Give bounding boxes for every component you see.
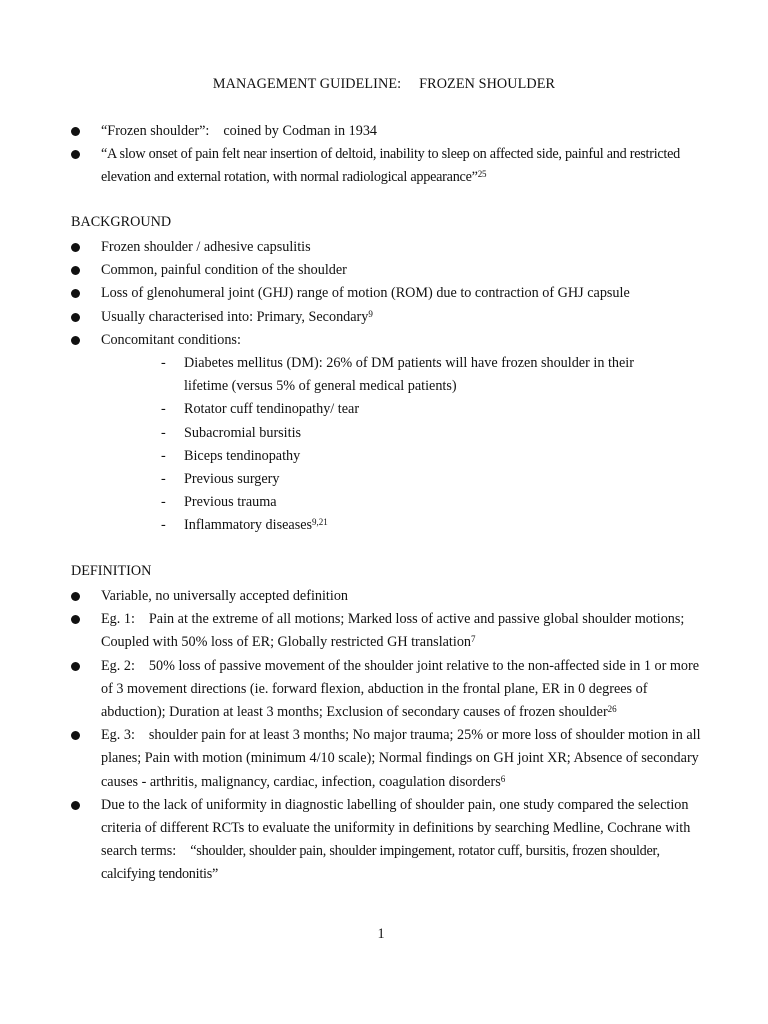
list-item — [71, 259, 711, 282]
list-item — [71, 608, 711, 654]
bullet-icon — [71, 243, 80, 252]
list-item-text: 50% loss of passive movement of the shoulder joint relative to the non-affected side in 1 or more of 3 movement directions (ie. forward flexion, abduction in the frontal plane, ER in 0 degrees of abduction); Duration at least 3 months; Exclusion of secondary causes of frozen shoulder — [101, 657, 700, 721]
list-item — [71, 120, 711, 143]
bullet-icon — [71, 662, 80, 671]
list-item-text: Pain at the extreme of all motions; Marked loss of active and passive global shoulder motions; Coupled with 50% loss of ER; Globally restricted GH translation — [101, 611, 685, 651]
sub-item-text: Rotator cuff tendinopathy/ tear — [184, 401, 360, 418]
bullet-icon — [71, 289, 80, 298]
list-item — [71, 282, 711, 305]
list-item-text: Due to the lack of uniformity in diagnostic labelling of shoulder pain, one study compared the selection criteria of different RCTs to evaluate the uniformity in definitions by searching Medline, Cochrane with search terms: — [101, 796, 691, 860]
sub-item-text: Subacromial bursitis — [184, 424, 302, 441]
bullet-icon — [71, 313, 80, 322]
example-label: Eg. 3: — [101, 727, 135, 744]
intro-text: coined by Codman in 1934 — [223, 123, 378, 139]
dash-marker: - — [161, 355, 166, 372]
sub-list-item — [71, 398, 711, 421]
list-item — [71, 306, 711, 329]
dash-marker: - — [161, 471, 166, 488]
reference-number: 7 — [471, 634, 476, 645]
list-item — [71, 143, 711, 189]
reference-number: 6 — [500, 773, 506, 784]
dash-marker: - — [161, 447, 166, 464]
definition-list — [71, 585, 711, 887]
bullet-icon — [71, 150, 80, 159]
example-label: Eg. 1: — [101, 611, 135, 628]
title-right: FROZEN SHOULDER — [419, 76, 556, 92]
bullet-icon — [71, 615, 80, 624]
bullet-icon — [71, 592, 80, 601]
bullet-icon — [71, 731, 80, 740]
title-left: MANAGEMENT GUIDELINE: — [212, 76, 402, 92]
sub-list-item — [71, 352, 711, 398]
sub-item-text: Diabetes mellitus (DM): 26% of DM patients will have frozen shoulder in their lifetime (versus 5% of general medical patients) — [184, 355, 634, 395]
sub-item-text: Previous surgery — [184, 471, 280, 488]
bullet-icon — [71, 336, 80, 345]
intro-quote: “A slow onset of pain felt near insertion of deltoid, inability to sleep on affected side, painful and restricted elevation and external rotation, with normal radiological appearance” — [101, 146, 681, 186]
bullet-icon — [71, 127, 80, 136]
list-item — [71, 585, 711, 608]
list-item-text: Concomitant conditions: — [101, 331, 241, 348]
dash-marker: - — [161, 424, 166, 441]
dash-marker: - — [161, 494, 166, 511]
sub-list-item — [71, 422, 711, 445]
list-item — [71, 236, 711, 259]
page-number: 1 — [377, 926, 385, 942]
page-title — [0, 76, 768, 93]
reference-number: 9 — [368, 308, 373, 319]
list-item-text: Common, painful condition of the shoulder — [101, 262, 347, 279]
list-item — [71, 724, 711, 794]
sub-item-text: Biceps tendinopathy — [184, 447, 301, 464]
list-item-text: shoulder pain for at least 3 months; No major trauma; 25% or more loss of shoulder motion in all planes; Pain with motion (minimum 4/10 scale); Normal findings on GH joint XR; Absence of secondary causes - arthritis, malignancy, cardiac, infection, coagulation disorders — [101, 727, 701, 790]
intro-list — [71, 120, 711, 190]
sub-list-item — [71, 514, 711, 537]
sub-list-item — [71, 445, 711, 468]
list-item-text: Frozen shoulder / adhesive capsulitis — [101, 239, 311, 255]
sub-item-text: Previous trauma — [184, 494, 277, 511]
background-list — [71, 236, 711, 538]
reference-number: 25 — [477, 169, 487, 180]
sub-item-text: Inflammatory diseases — [184, 517, 313, 534]
example-label: Eg. 2: — [101, 657, 135, 674]
section-heading-definition: DEFINITION — [71, 563, 152, 579]
reference-number: 9,21 — [312, 517, 328, 528]
list-item-text: Variable, no universally accepted definition — [101, 588, 349, 604]
list-item-text: Loss of glenohumeral joint (GHJ) range of motion (ROM) due to contraction of GHJ capsule — [101, 285, 630, 302]
bullet-icon — [71, 801, 80, 810]
reference-number: 26 — [607, 704, 617, 715]
list-item — [71, 329, 711, 352]
list-item — [71, 655, 711, 725]
dash-marker: - — [161, 401, 166, 418]
search-terms: “shoulder, shoulder pain, shoulder impingement, rotator cuff, bursitis, frozen shoulder, calcifying tendonitis” — [101, 843, 660, 883]
list-item — [71, 794, 711, 887]
list-item-text: Usually characterised into: Primary, Secondary — [101, 308, 369, 325]
section-heading-background: BACKGROUND — [71, 214, 172, 230]
dash-marker: - — [161, 517, 166, 534]
intro-label: “Frozen shoulder”: — [101, 123, 210, 139]
bullet-icon — [71, 266, 80, 275]
sub-list-item — [71, 468, 711, 491]
sub-list-item — [71, 491, 711, 514]
